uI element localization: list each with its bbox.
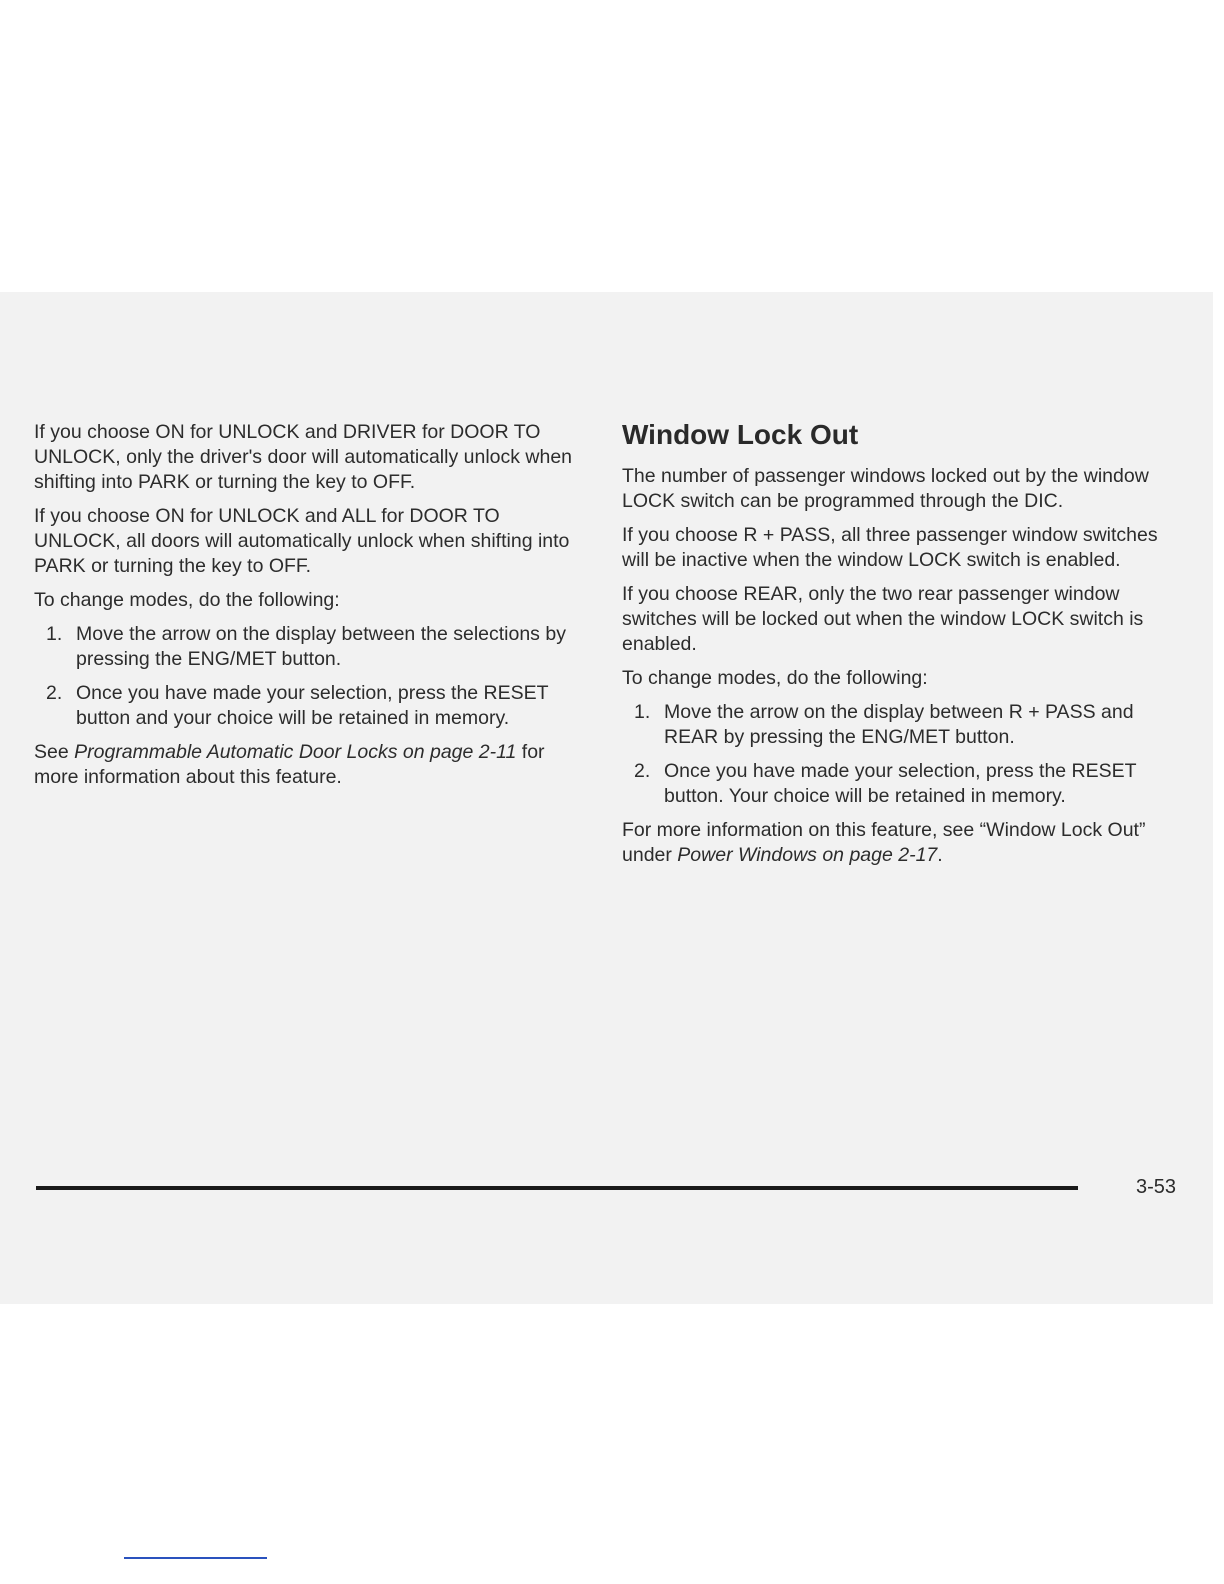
step-text: Once you have made your selection, press the RESET button and your choice will be retained in memory. bbox=[76, 682, 549, 729]
section-heading: Window Lock Out bbox=[622, 419, 859, 450]
more-suffix: . bbox=[937, 844, 943, 866]
step-text: Move the arrow on the display between R + PASS and REAR by pressing the ENG/MET button. bbox=[664, 701, 1134, 748]
door-locks-reference-link[interactable]: Programmable Automatic Door Locks on page 2-11 bbox=[74, 741, 517, 763]
power-windows-reference-link[interactable]: Power Windows on page 2-17 bbox=[677, 844, 938, 866]
paragraph-more-info bbox=[622, 818, 1182, 868]
list-item bbox=[34, 681, 584, 731]
step-text: Once you have made your selection, press the RESET button. Your choice will be retained in memory. bbox=[664, 760, 1137, 807]
see-prefix: See bbox=[34, 741, 75, 763]
step-number: 1. bbox=[634, 701, 651, 723]
paragraph-change-modes: To change modes, do the following: bbox=[622, 667, 928, 689]
paragraph-rear: If you choose REAR, only the two rear passenger window switches will be locked out when the window LOCK switch is enabled. bbox=[622, 583, 1144, 655]
step-number: 2. bbox=[46, 682, 63, 704]
paragraph-see-reference bbox=[34, 740, 584, 790]
see-suffix: for more information about this feature. bbox=[34, 741, 545, 788]
step-number: 2. bbox=[634, 760, 651, 782]
list-item bbox=[622, 759, 1182, 809]
more-prefix: For more information on this feature, see “Window Lock Out” under bbox=[622, 819, 1146, 866]
paragraph-intro: The number of passenger windows locked out by the window LOCK switch can be programmed through the DIC. bbox=[622, 465, 1149, 512]
step-number: 1. bbox=[46, 623, 63, 645]
steps-list bbox=[34, 622, 584, 731]
list-item bbox=[34, 622, 584, 672]
link-underline bbox=[124, 1557, 267, 1559]
paragraph-all-unlock: If you choose ON for UNLOCK and ALL for DOOR TO UNLOCK, all doors will automatically unlock when shifting into PARK or turning the key to OFF. bbox=[34, 505, 570, 577]
left-column bbox=[34, 420, 584, 799]
list-item bbox=[622, 700, 1182, 750]
paragraph-driver-unlock: If you choose ON for UNLOCK and DRIVER for DOOR TO UNLOCK, only the driver's door will automatically unlock when shifting into PARK or turning the key to OFF. bbox=[34, 421, 573, 493]
right-column bbox=[622, 418, 1182, 877]
step-text: Move the arrow on the display between the selections by pressing the ENG/MET button. bbox=[76, 623, 566, 670]
paragraph-change-modes: To change modes, do the following: bbox=[34, 589, 340, 611]
page-number: 3-53 bbox=[1136, 1176, 1177, 1198]
steps-list bbox=[622, 700, 1182, 809]
footer-rule bbox=[36, 1186, 1078, 1190]
paragraph-r-pass: If you choose R + PASS, all three passenger window switches will be inactive when the window LOCK switch is enabled. bbox=[622, 524, 1158, 571]
